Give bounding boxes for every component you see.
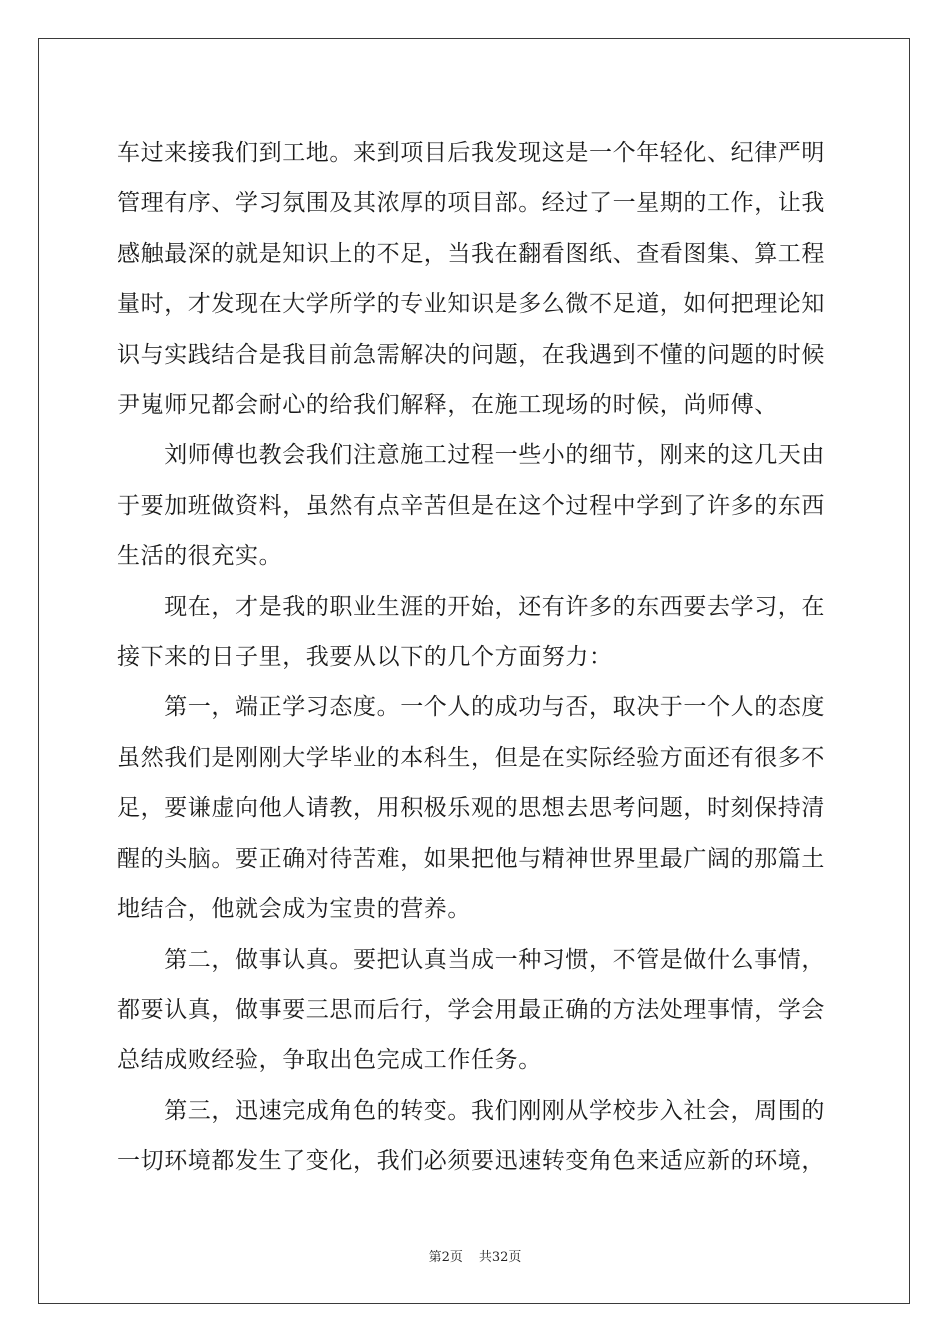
text-line: 感触最深的就是知识上的不足，当我在翻看图纸、查看图集、算工程 <box>117 240 825 267</box>
paragraph-4 <box>117 682 833 934</box>
text-line: 尹嵬师兄都会耐心的给我们解释，在施工现场的时候，尚师傅、 <box>117 392 778 419</box>
text-line: 地结合，他就会成为宝贵的营养。 <box>117 896 471 923</box>
text-line: 于要加班做资料，虽然有点辛苦但是在这个过程中学到了许多的东西 <box>117 492 825 519</box>
paragraph-2 <box>117 430 833 581</box>
page-number: 第2页 <box>428 1250 463 1265</box>
text-line: 生活的很充实。 <box>117 543 283 570</box>
text-line: 足，要谦虚向他人请教，用积极乐观的思想去思考问题，时刻保持清 <box>117 795 825 822</box>
text-line: 第一，端正学习态度。一个人的成功与否，取决于一个人的态度 <box>117 694 825 721</box>
text-line: 醒的头脑。要正确对待苦难，如果把他与精神世界里最广阔的那篇土 <box>117 845 825 872</box>
text-line: 量时，才发现在大学所学的专业知识是多么微不足道，如何把理论知 <box>117 291 825 318</box>
paragraph-5 <box>117 935 833 1086</box>
page-footer <box>0 1246 950 1265</box>
text-line: 第三，迅速完成角色的转变。我们刚刚从学校步入社会，周围的 <box>117 1097 825 1124</box>
text-line: 现在，才是我的职业生涯的开始，还有许多的东西要去学习，在 <box>117 593 825 620</box>
text-line: 识与实践结合是我目前急需解决的问题，在我遇到不懂的问题的时候 <box>117 341 825 368</box>
text-line: 接下来的日子里，我要从以下的几个方面努力： <box>117 644 613 671</box>
text-line: 管理有序、学习氛围及其浓厚的项目部。经过了一星期的工作，让我 <box>117 190 825 217</box>
text-line: 都要认真，做事要三思而后行，学会用最正确的方法处理事情，学会 <box>117 996 825 1023</box>
text-line: 虽然我们是刚刚大学毕业的本科生，但是在实际经验方面还有很多不 <box>117 744 825 771</box>
total-pages: 共32页 <box>478 1250 522 1265</box>
text-line: 第二，做事认真。要把认真当成一种习惯，不管是做什么事情， <box>117 946 825 973</box>
document-body <box>117 128 833 1187</box>
text-line: 一切环境都发生了变化，我们必须要迅速转变角色来适应新的环境， <box>117 1148 825 1175</box>
text-line: 车过来接我们到工地。来到项目后我发现这是一个年轻化、纪律严明 <box>117 140 825 166</box>
paragraph-6 <box>117 1086 833 1187</box>
paragraph-3 <box>117 582 833 683</box>
text-line: 刘师傅也教会我们注意施工过程一些小的细节，刚来的这几天由 <box>117 442 825 469</box>
text-line: 总结成败经验，争取出色完成工作任务。 <box>117 1047 542 1074</box>
paragraph-1 <box>117 128 833 430</box>
